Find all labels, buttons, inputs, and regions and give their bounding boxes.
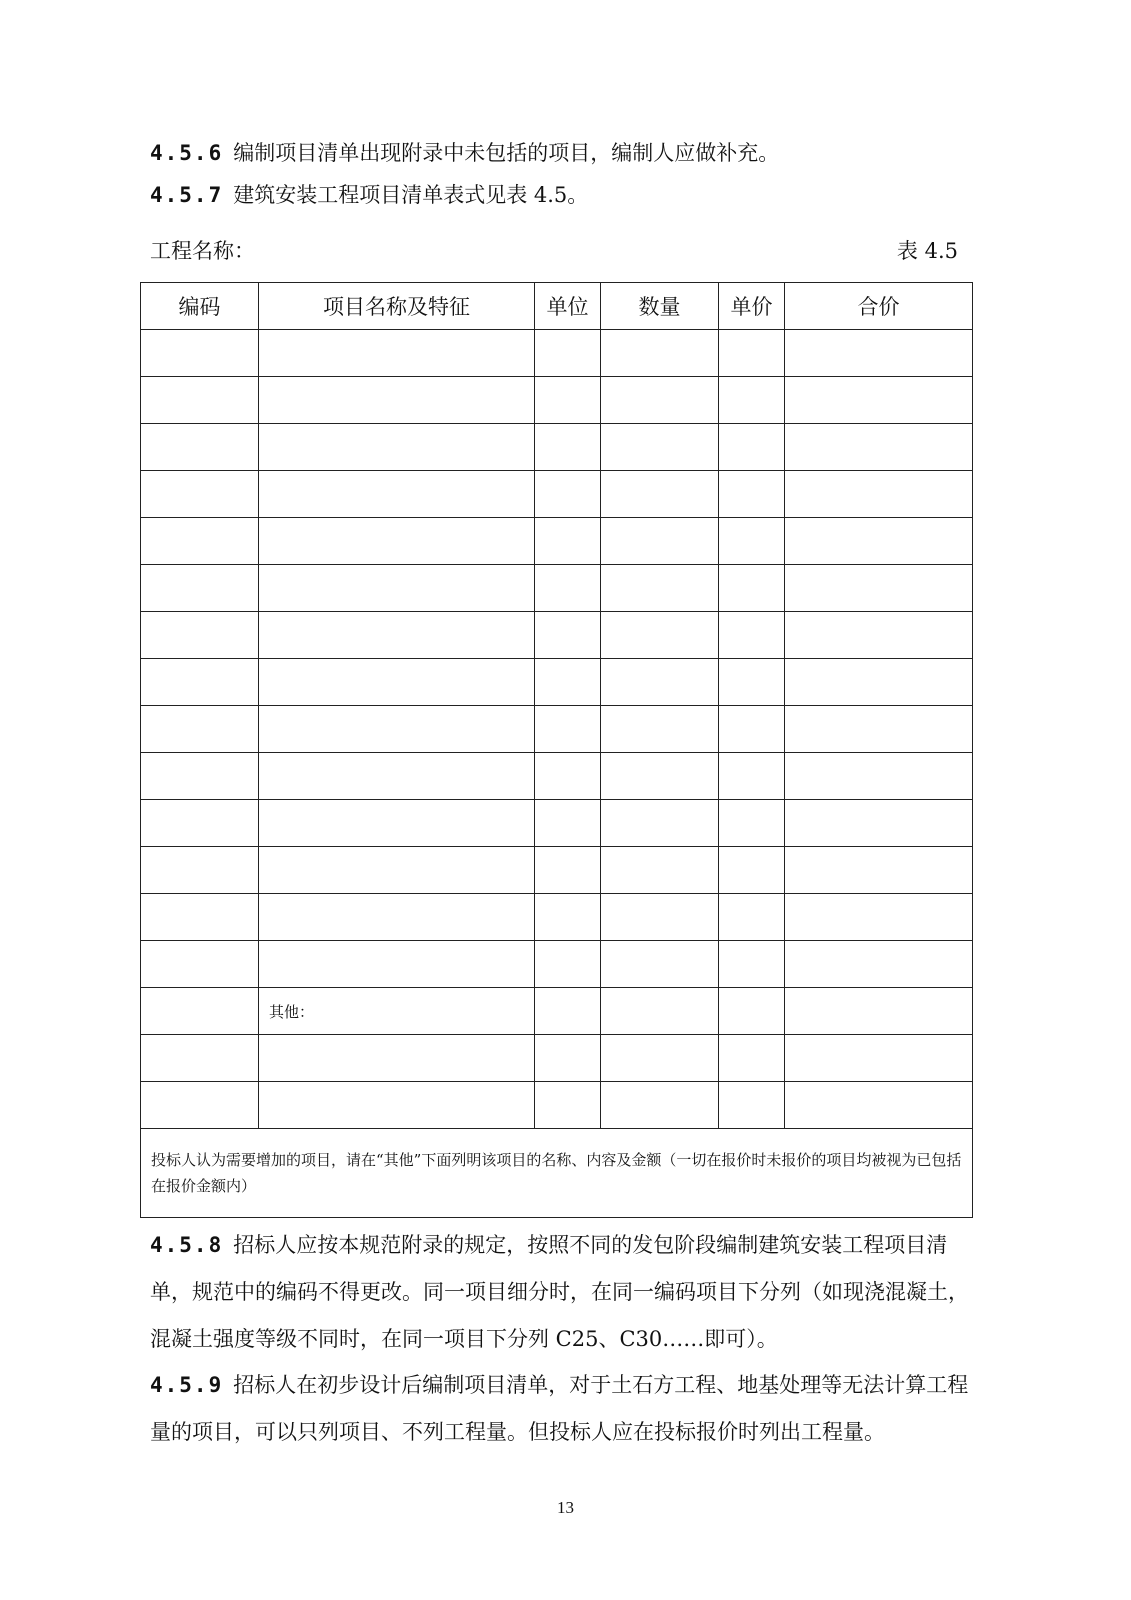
header-code: 编码 xyxy=(141,283,259,330)
table-row-other xyxy=(141,988,973,1035)
table-cell xyxy=(719,424,785,471)
table-row xyxy=(141,565,973,612)
table-cell xyxy=(719,518,785,565)
table-header-row xyxy=(141,283,973,330)
clause-text: 招标人在初步设计后编制项目清单，对于土石方工程、地基处理等无法计算工程量的项目，可以只列项目、不列工程量。但投标人应在投标报价时列出工程量。 xyxy=(150,1373,969,1444)
table-cell xyxy=(601,753,719,800)
table-row xyxy=(141,612,973,659)
table-cell xyxy=(259,518,535,565)
table-cell xyxy=(535,659,601,706)
clause-number: 4.5.6 xyxy=(150,141,224,165)
table-cell xyxy=(535,941,601,988)
table-cell xyxy=(785,659,973,706)
table-cell xyxy=(259,753,535,800)
table-cell xyxy=(141,424,259,471)
table-cell xyxy=(719,847,785,894)
table-row xyxy=(141,1035,973,1082)
table-cell xyxy=(535,565,601,612)
clause-4-5-7 xyxy=(150,172,980,219)
table-row xyxy=(141,894,973,941)
table-cell xyxy=(259,377,535,424)
table-row xyxy=(141,659,973,706)
clause-text: 编制项目清单出现附录中未包括的项目，编制人应做补充。 xyxy=(233,141,780,165)
table-cell xyxy=(535,988,601,1035)
clause-4-5-6 xyxy=(150,130,980,177)
table-row xyxy=(141,471,973,518)
table-cell xyxy=(141,659,259,706)
table-cell xyxy=(719,894,785,941)
table-cell xyxy=(259,424,535,471)
table-cell xyxy=(259,565,535,612)
table-row xyxy=(141,753,973,800)
table-cell xyxy=(535,377,601,424)
table-cell xyxy=(141,706,259,753)
clause-4-5-9 xyxy=(150,1362,980,1456)
table-cell xyxy=(785,565,973,612)
table-cell xyxy=(785,1082,973,1129)
table-row xyxy=(141,518,973,565)
header-total-price: 合价 xyxy=(785,283,973,330)
table-cell xyxy=(601,518,719,565)
table-cell xyxy=(785,471,973,518)
table-cell xyxy=(141,753,259,800)
table-number: 表 4.5 xyxy=(896,239,958,263)
table-cell xyxy=(141,847,259,894)
clause-number: 4.5.7 xyxy=(150,183,224,207)
table-cell xyxy=(141,377,259,424)
table-cell xyxy=(601,377,719,424)
table-cell xyxy=(141,800,259,847)
table-cell xyxy=(785,424,973,471)
table-cell xyxy=(719,565,785,612)
table-cell xyxy=(719,612,785,659)
table-cell xyxy=(141,471,259,518)
table-cell xyxy=(601,565,719,612)
page-number: 13 xyxy=(557,1498,574,1517)
table-cell xyxy=(601,1082,719,1129)
clause-4-5-8 xyxy=(150,1222,980,1363)
table-cell xyxy=(259,612,535,659)
table-cell xyxy=(535,706,601,753)
table-cell xyxy=(785,330,973,377)
table-cell xyxy=(601,847,719,894)
table-cell xyxy=(785,894,973,941)
table-cell xyxy=(141,1082,259,1129)
table-cell xyxy=(141,612,259,659)
table-cell xyxy=(535,471,601,518)
table-cell xyxy=(719,471,785,518)
table-cell xyxy=(601,659,719,706)
table-cell xyxy=(141,565,259,612)
table-cell xyxy=(601,941,719,988)
table-cell xyxy=(601,706,719,753)
header-item-name: 项目名称及特征 xyxy=(259,283,535,330)
table-cell xyxy=(535,330,601,377)
clause-number: 4.5.9 xyxy=(150,1373,224,1397)
header-unit-price: 单价 xyxy=(719,283,785,330)
table-cell xyxy=(535,894,601,941)
table-cell xyxy=(259,1035,535,1082)
table-row xyxy=(141,847,973,894)
table-cell xyxy=(601,612,719,659)
table-row xyxy=(141,941,973,988)
table-cell xyxy=(259,471,535,518)
table-cell xyxy=(141,330,259,377)
table-cell xyxy=(719,659,785,706)
table-cell xyxy=(259,1082,535,1129)
table-cell xyxy=(601,894,719,941)
table-row xyxy=(141,377,973,424)
table-cell xyxy=(785,706,973,753)
table-cell xyxy=(719,941,785,988)
table-cell xyxy=(259,941,535,988)
table-cell xyxy=(259,800,535,847)
header-quantity: 数量 xyxy=(601,283,719,330)
table-cell xyxy=(259,659,535,706)
header-unit: 单位 xyxy=(535,283,601,330)
clause-text: 建筑安装工程项目清单表式见表 4.5。 xyxy=(233,183,589,207)
table-row xyxy=(141,1082,973,1129)
table-cell xyxy=(785,988,973,1035)
table-cell xyxy=(141,941,259,988)
table-row xyxy=(141,800,973,847)
table-cell xyxy=(141,988,259,1035)
table-note-row xyxy=(141,1129,973,1218)
table-cell xyxy=(719,330,785,377)
table-row xyxy=(141,706,973,753)
table-cell xyxy=(719,706,785,753)
table-cell xyxy=(785,800,973,847)
other-label: 其他： xyxy=(259,988,535,1035)
table-cell xyxy=(601,1035,719,1082)
table-cell xyxy=(785,847,973,894)
table-cell xyxy=(719,1035,785,1082)
table-cell xyxy=(535,800,601,847)
project-bill-table xyxy=(140,282,973,1218)
table-cell xyxy=(601,330,719,377)
table-cell xyxy=(785,941,973,988)
table-cell xyxy=(719,377,785,424)
table-cell xyxy=(719,988,785,1035)
table-cell xyxy=(601,471,719,518)
table-cell xyxy=(785,1035,973,1082)
table-cell xyxy=(785,612,973,659)
table-note: 投标人认为需要增加的项目，请在“其他”下面列明该项目的名称、内容及金额（一切在报价时未报价的项目均被视为已包括在报价金额内） xyxy=(141,1129,973,1218)
table-cell xyxy=(601,800,719,847)
table-cell xyxy=(535,612,601,659)
table-row xyxy=(141,424,973,471)
table-cell xyxy=(535,424,601,471)
table-cell xyxy=(719,1082,785,1129)
table-cell xyxy=(785,753,973,800)
clause-number: 4.5.8 xyxy=(150,1233,224,1257)
table-row xyxy=(141,330,973,377)
table-cell xyxy=(259,894,535,941)
table-cell xyxy=(601,988,719,1035)
table-cell xyxy=(785,518,973,565)
table-cell xyxy=(719,800,785,847)
table-cell xyxy=(535,847,601,894)
table-cell xyxy=(535,518,601,565)
table-cell xyxy=(535,1082,601,1129)
table-cell xyxy=(141,1035,259,1082)
table-cell xyxy=(535,753,601,800)
table-caption xyxy=(150,236,958,266)
table-cell xyxy=(601,424,719,471)
table-cell xyxy=(141,894,259,941)
table-cell xyxy=(259,330,535,377)
table-cell xyxy=(259,706,535,753)
project-name-label: 工程名称： xyxy=(150,239,255,263)
table-cell xyxy=(535,1035,601,1082)
table-cell xyxy=(259,847,535,894)
table-cell xyxy=(719,753,785,800)
table-cell xyxy=(141,518,259,565)
clause-text: 招标人应按本规范附录的规定，按照不同的发包阶段编制建筑安装工程项目清单，规范中的编码不得更改。同一项目细分时，在同一编码项目下分列（如现浇混凝土，混凝土强度等级不同时，在同一项目下分列 C25、C30……即可）。 xyxy=(150,1233,969,1351)
table-cell xyxy=(785,377,973,424)
